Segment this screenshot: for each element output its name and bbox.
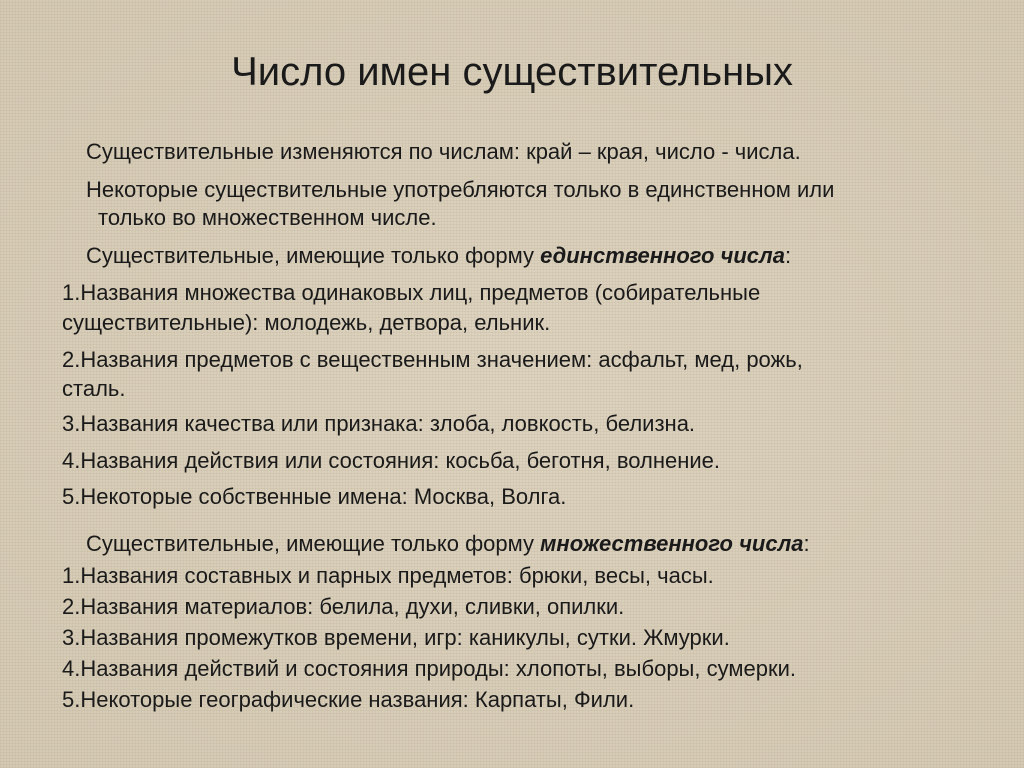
singular-item-3: 3.Названия качества или признака: злоба, ловкость, белизна. — [62, 411, 696, 436]
plural-item-1: 1.Названия составных и парных предметов: брюки, весы, часы. — [62, 563, 714, 588]
intro-line-2b: только во множественном числе. — [98, 205, 437, 230]
slide-title: Число имен существительных — [231, 50, 793, 94]
plural-item-2: 2.Названия материалов: белила, духи, сливки, опилки. — [62, 594, 625, 619]
singular-item-2b: сталь. — [62, 376, 126, 401]
plural-heading — [86, 528, 810, 559]
plural-item-5: 5.Некоторые географические названия: Карпаты, Фили. — [62, 687, 635, 712]
intro-line-2a: Некоторые существительные употребляются только в единственном или — [86, 177, 835, 202]
plural-heading-colon: : — [803, 531, 810, 556]
plural-item-3: 3.Названия промежутков времени, игр: каникулы, сутки. Жмурки. — [62, 625, 730, 650]
singular-heading — [86, 240, 791, 271]
singular-item-1a: 1.Названия множества одинаковых лиц, предметов (собирательные — [62, 280, 761, 305]
plural-item-4: 4.Названия действий и состояния природы: хлопоты, выборы, сумерки. — [62, 656, 796, 681]
singular-item-4: 4.Названия действия или состояния: косьба, беготня, волнение. — [62, 448, 721, 473]
singular-item-5: 5.Некоторые собственные имена: Москва, Волга. — [62, 484, 567, 509]
intro-line-1: Существительные изменяются по числам: край – края, число - числа. — [86, 139, 801, 164]
plural-heading-emphasis: множественного числа — [540, 531, 804, 556]
singular-item-2a: 2.Названия предметов с вещественным значением: асфальт, мед, рожь, — [62, 347, 803, 372]
plural-heading-lead: Существительные, имеющие только форму — [86, 531, 541, 556]
singular-heading-emphasis: единственного числа — [540, 243, 785, 268]
singular-item-1b: существительные): молодежь, детвора, ельник. — [62, 310, 551, 335]
singular-heading-colon: : — [784, 243, 792, 268]
singular-heading-lead: Существительные, имеющие только форму — [86, 243, 541, 268]
